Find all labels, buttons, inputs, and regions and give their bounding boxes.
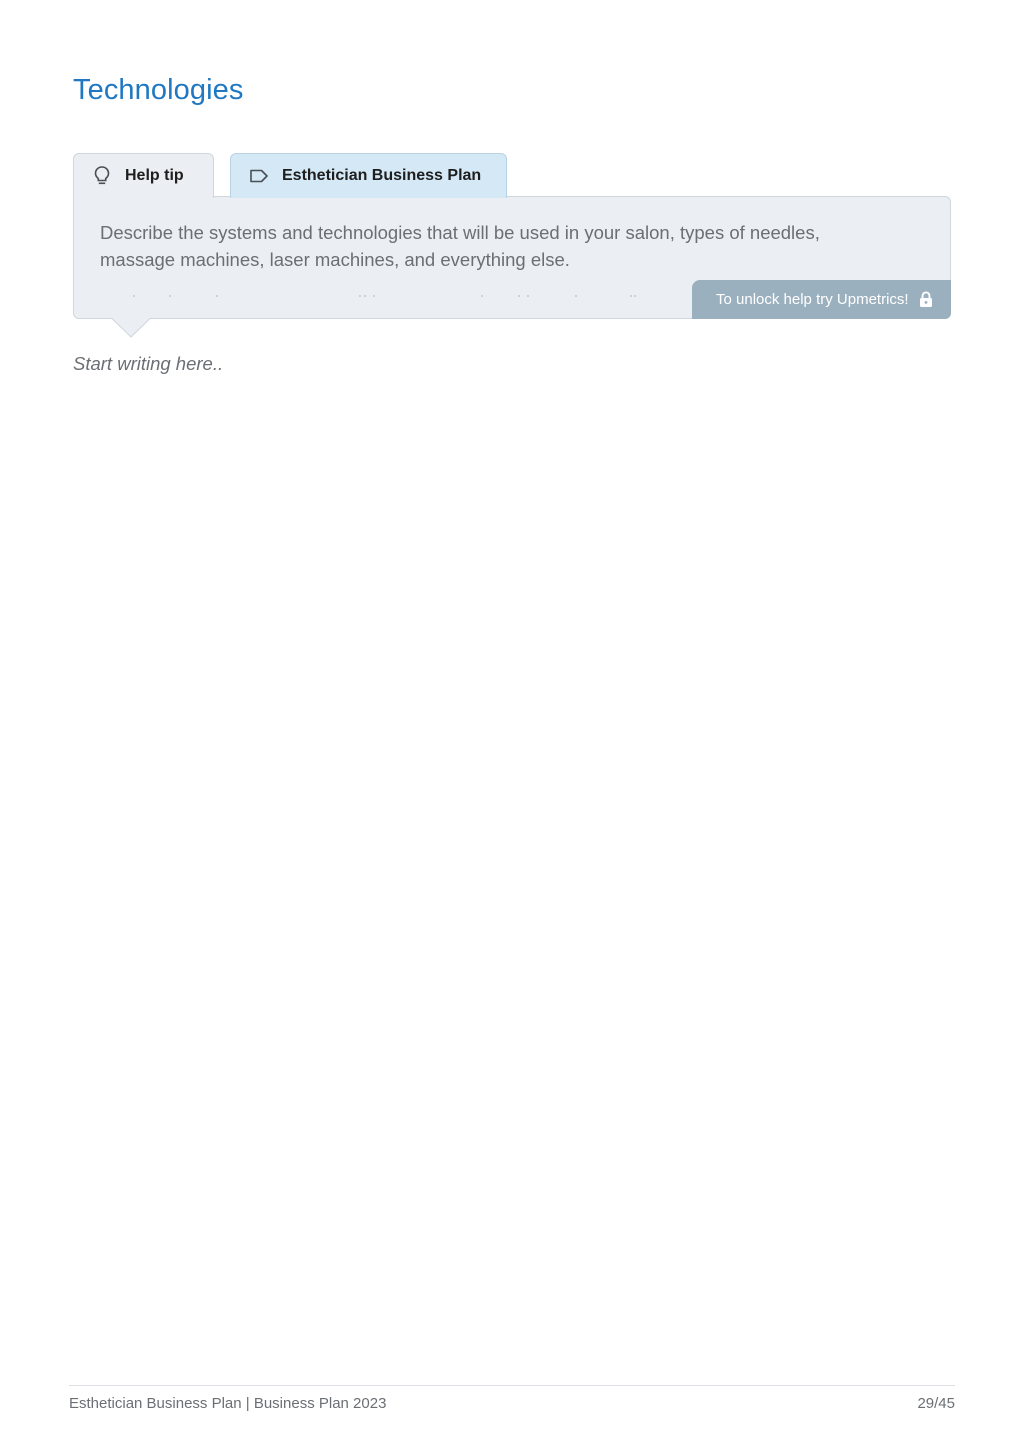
footer-page-number: 29/45 — [917, 1395, 955, 1412]
lightbulb-icon — [92, 165, 112, 187]
tab-business-plan-label: Esthetician Business Plan — [282, 167, 482, 184]
help-tip-text: Describe the systems and technologies that will be used in your salon, types of needles, massage machines, laser machines, and everything else. — [100, 222, 820, 270]
editor-placeholder[interactable]: Start writing here.. — [73, 353, 224, 374]
page-title: Technologies — [73, 74, 244, 106]
unlock-label: To unlock help try Upmetrics! — [716, 291, 909, 308]
blurred-text-dots — [132, 293, 692, 299]
footer-divider — [69, 1385, 955, 1386]
tab-help-tip-label: Help tip — [125, 167, 184, 184]
help-tip-box — [73, 196, 951, 319]
tab-help-tip[interactable] — [73, 153, 214, 198]
lock-icon — [919, 291, 933, 308]
tip-pointer — [112, 317, 150, 339]
footer-document-title: Esthetician Business Plan | Business Plan 2023 — [69, 1395, 387, 1412]
tip-tabs — [73, 153, 507, 198]
tag-icon — [249, 165, 269, 187]
tab-business-plan[interactable] — [230, 153, 507, 198]
unlock-button[interactable] — [692, 280, 951, 319]
